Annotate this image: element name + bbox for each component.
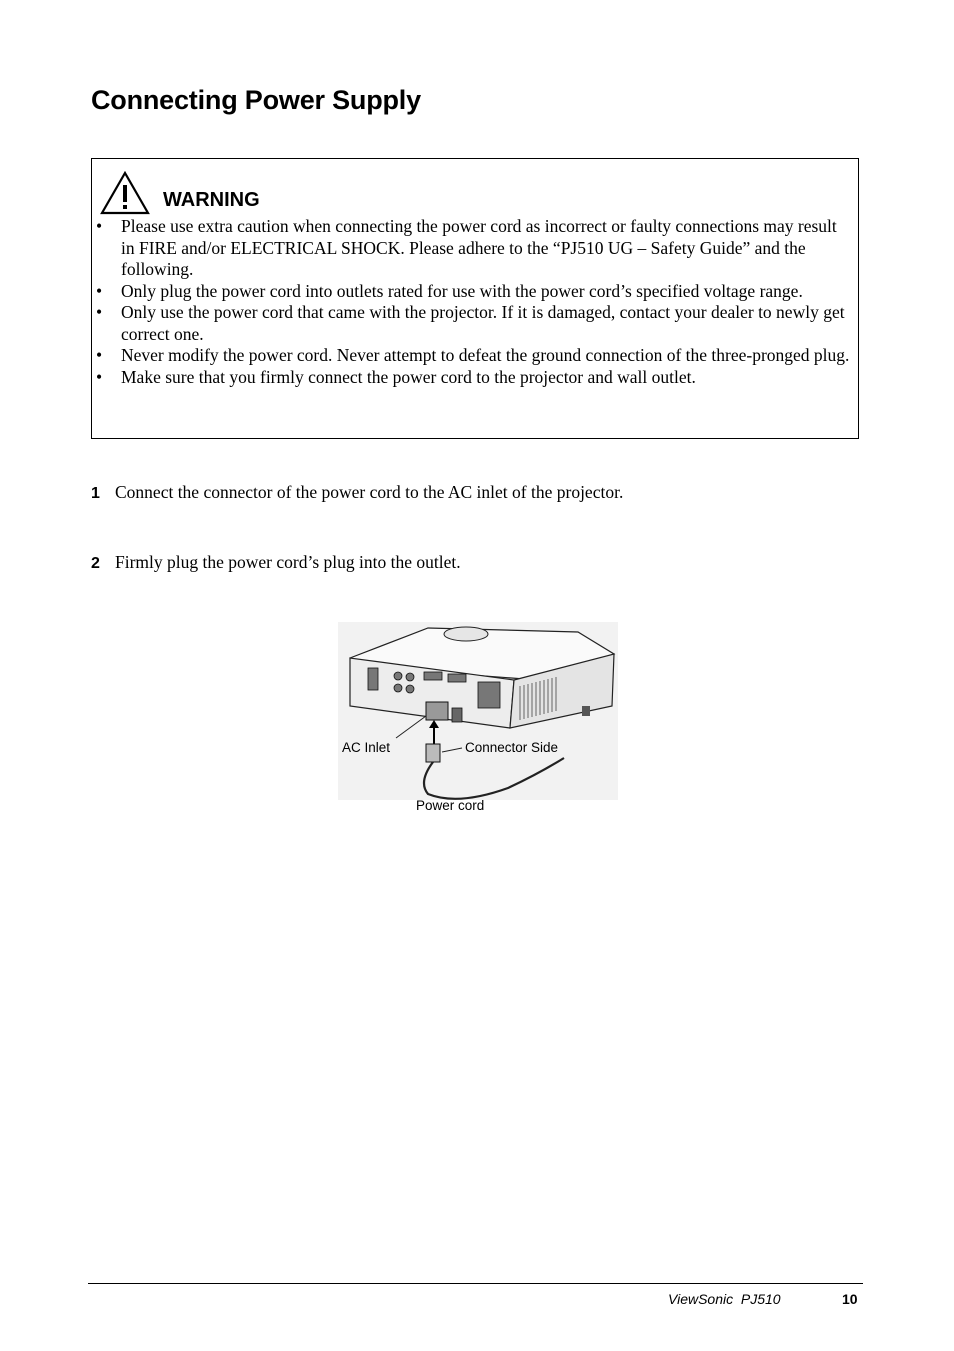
step-text: Connect the connector of the power cord to the AC inlet of the projector. bbox=[115, 482, 624, 502]
step-text: Firmly plug the power cord’s plug into the outlet. bbox=[115, 552, 461, 572]
page-number: 10 bbox=[842, 1291, 858, 1307]
warning-item bbox=[92, 367, 858, 389]
warning-list bbox=[92, 216, 858, 388]
warning-item-text: Please use extra caution when connecting the power cord as incorrect or faulty connections may result in FIRE and/or ELECTRICAL SHOCK. Please adhere to the “PJ510 UG – Safety Guide” and the following. bbox=[121, 216, 837, 279]
ac-inlet-label: AC Inlet bbox=[342, 740, 391, 755]
warning-item-text: Never modify the power cord. Never attempt to defeat the ground connection of the three-pronged plug. bbox=[121, 345, 850, 365]
warning-item-text: Make sure that you firmly connect the power cord to the projector and wall outlet. bbox=[121, 366, 696, 387]
step-1 bbox=[91, 481, 623, 505]
step-number: 1 bbox=[91, 485, 100, 502]
page-title: Connecting Power Supply bbox=[91, 85, 421, 115]
step-number: 2 bbox=[91, 555, 100, 572]
footer-product-name: ViewSonic PJ510 bbox=[668, 1291, 781, 1307]
power-cord-label: Power cord bbox=[416, 798, 485, 813]
bullet: • bbox=[96, 302, 103, 322]
warning-triangle-icon bbox=[100, 171, 150, 215]
bullet: • bbox=[96, 366, 103, 387]
warning-item bbox=[92, 281, 858, 303]
footer-divider bbox=[88, 1283, 863, 1284]
warning-item bbox=[92, 345, 858, 367]
warning-item-text: Only use the power cord that came with the projector. If it is damaged, contact your dealer to newly get correct one. bbox=[121, 302, 845, 344]
bullet: • bbox=[96, 345, 103, 365]
connector-side-label: Connector Side bbox=[465, 740, 559, 755]
warning-item bbox=[92, 216, 858, 281]
warning-label: WARNING bbox=[163, 189, 260, 211]
warning-box bbox=[91, 158, 859, 439]
projector-figure bbox=[338, 622, 618, 822]
warning-item-text: Only plug the power cord into outlets rated for use with the power cord’s specified voltage range. bbox=[121, 280, 803, 301]
bullet: • bbox=[96, 280, 103, 301]
bullet: • bbox=[96, 216, 103, 236]
warning-item bbox=[92, 302, 858, 345]
step-2 bbox=[91, 551, 461, 575]
projector-illustration bbox=[338, 622, 618, 822]
